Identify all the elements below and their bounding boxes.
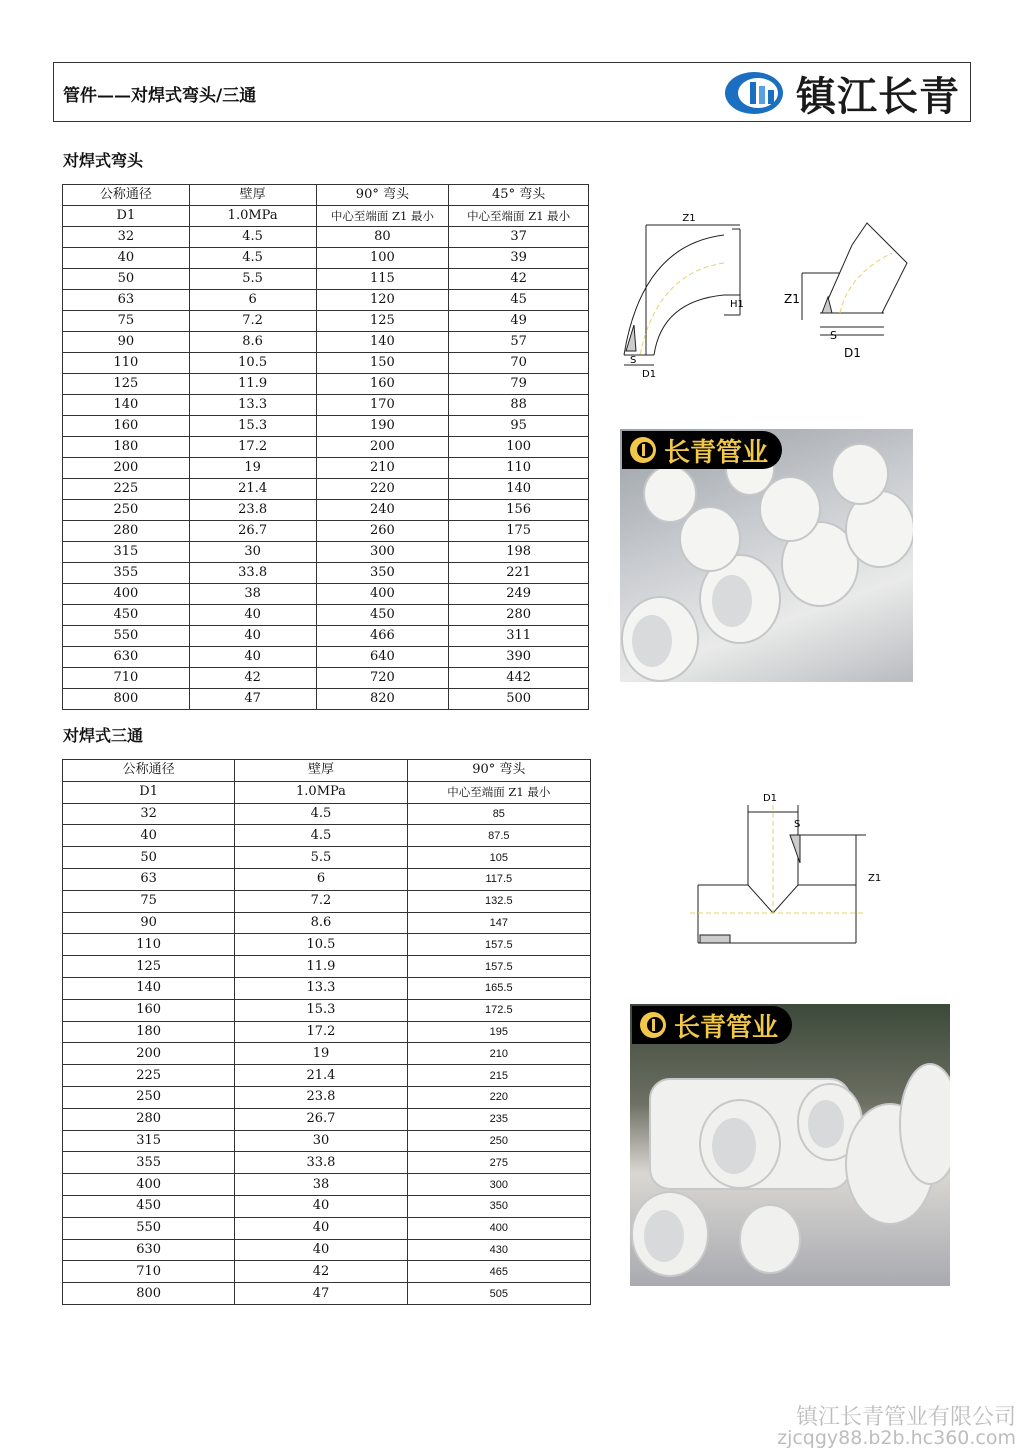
table-cell: 157.5: [407, 934, 590, 956]
table-cell: 400: [407, 1217, 590, 1239]
table-cell: 140: [316, 332, 449, 353]
table-cell: 19: [235, 1043, 407, 1065]
table-cell: 800: [63, 1283, 235, 1305]
table-row: [63, 1239, 591, 1261]
table-row: [63, 332, 589, 353]
elbow-diagram: [612, 205, 922, 385]
table-row: [63, 416, 589, 437]
table-cell: 125: [63, 956, 235, 978]
table-cell: 10.5: [235, 934, 407, 956]
header-d1: D1: [63, 206, 190, 227]
table-cell: 630: [63, 1239, 235, 1261]
table-cell: 210: [316, 458, 449, 479]
table-cell: 38: [235, 1174, 407, 1196]
table-cell: 21.4: [189, 479, 316, 500]
table-cell: 40: [63, 248, 190, 269]
header-90: 90° 弯头: [407, 760, 590, 782]
logo-text: 镇江长青: [796, 73, 960, 120]
table-cell: 165.5: [407, 977, 590, 999]
table-cell: 140: [449, 479, 589, 500]
table-cell: 175: [449, 521, 589, 542]
table-cell: 40: [189, 605, 316, 626]
table-cell: 157.5: [407, 956, 590, 978]
table-row: [63, 563, 589, 584]
table-cell: 125: [63, 374, 190, 395]
table-cell: 23.8: [235, 1086, 407, 1108]
table-row: [63, 479, 589, 500]
table-row: [63, 521, 589, 542]
table-cell: 11.9: [189, 374, 316, 395]
table-row: [63, 1065, 591, 1087]
table-cell: 32: [63, 803, 235, 825]
table-cell: 311: [449, 626, 589, 647]
table-cell: 42: [235, 1261, 407, 1283]
footer-company: 镇江长青管业有限公司: [795, 1405, 1016, 1430]
table-cell: 300: [407, 1174, 590, 1196]
table-cell: 26.7: [235, 1108, 407, 1130]
table-cell: 280: [63, 1108, 235, 1130]
table-cell: 17.2: [189, 437, 316, 458]
table-cell: 200: [316, 437, 449, 458]
table-row: [63, 437, 589, 458]
table-row: [63, 458, 589, 479]
table-row: [63, 1195, 591, 1217]
header-45: 45° 弯头: [449, 185, 589, 206]
badge-logo-icon: [638, 1010, 668, 1040]
table-cell: 23.8: [189, 500, 316, 521]
table-row: [63, 248, 589, 269]
table-row: [63, 689, 589, 710]
table-cell: 63: [63, 868, 235, 890]
table-cell: 4.5: [235, 825, 407, 847]
table-cell: 8.6: [235, 912, 407, 934]
elbow-45-s-label: S: [830, 329, 837, 342]
table-row: [63, 1261, 591, 1283]
table-cell: 215: [407, 1065, 590, 1087]
table-cell: 156: [449, 500, 589, 521]
table-cell: 225: [63, 479, 190, 500]
header-d1: D1: [63, 781, 235, 803]
table-cell: 170: [316, 395, 449, 416]
table-cell: 240: [316, 500, 449, 521]
table-cell: 7.2: [235, 890, 407, 912]
page-title: 管件——对焊式弯头/三通: [63, 86, 257, 106]
table-cell: 640: [316, 647, 449, 668]
table-cell: 200: [63, 1043, 235, 1065]
elbow-45-z1-label: Z1: [784, 292, 800, 306]
table-cell: 80: [316, 227, 449, 248]
table-cell: 147: [407, 912, 590, 934]
table-cell: 88: [449, 395, 589, 416]
table-cell: 4.5: [189, 227, 316, 248]
table-cell: 95: [449, 416, 589, 437]
table-cell: 49: [449, 311, 589, 332]
table-cell: 100: [449, 437, 589, 458]
table-cell: 13.3: [235, 977, 407, 999]
table-cell: 11.9: [235, 956, 407, 978]
tee-z1-label: Z1: [868, 873, 882, 884]
logo-icon: [724, 70, 788, 116]
table-cell: 47: [235, 1283, 407, 1305]
table-cell: 33.8: [189, 563, 316, 584]
table-cell: 19: [189, 458, 316, 479]
table-row: [63, 825, 591, 847]
table-cell: 40: [235, 1239, 407, 1261]
table-cell: 800: [63, 689, 190, 710]
table-cell: 6: [189, 290, 316, 311]
table-cell: 45: [449, 290, 589, 311]
table-cell: 355: [63, 1152, 235, 1174]
tee-photo-illustration: [630, 1004, 950, 1286]
header-nominal: 公称通径: [63, 185, 190, 206]
tee-table: [62, 759, 591, 1305]
table-cell: 8.6: [189, 332, 316, 353]
table-cell: 40: [235, 1217, 407, 1239]
table-row: [63, 605, 589, 626]
company-logo: [724, 69, 960, 120]
table-cell: 500: [449, 689, 589, 710]
elbow-table: [62, 184, 589, 710]
table-cell: 250: [63, 1086, 235, 1108]
header-pressure: 1.0MPa: [235, 781, 407, 803]
table-cell: 30: [235, 1130, 407, 1152]
table-row: [63, 912, 591, 934]
table-cell: 430: [407, 1239, 590, 1261]
table-cell: 466: [316, 626, 449, 647]
table-cell: 4.5: [189, 248, 316, 269]
table-cell: 105: [407, 847, 590, 869]
elbow-90-h1-label: H1: [730, 299, 744, 310]
table-cell: 40: [189, 626, 316, 647]
header-z1: 中心至端面 Z1 最小: [407, 781, 590, 803]
table-cell: 450: [63, 1195, 235, 1217]
elbow-photo-badge: [622, 431, 782, 469]
badge-logo-icon: [628, 435, 658, 465]
table-row: [63, 1217, 591, 1239]
table-cell: 315: [63, 1130, 235, 1152]
table-row: [63, 956, 591, 978]
table-row: [63, 353, 589, 374]
table-cell: 30: [189, 542, 316, 563]
table-cell: 115: [316, 269, 449, 290]
footer-url: zjcqgy88.b2b.hc360.com: [777, 1427, 1016, 1449]
table-row: [63, 977, 591, 999]
table-cell: 42: [189, 668, 316, 689]
elbow-90-s-label: S: [630, 355, 637, 366]
table-cell: 125: [316, 311, 449, 332]
header-wall: 壁厚: [235, 760, 407, 782]
table-cell: 79: [449, 374, 589, 395]
table-cell: 50: [63, 269, 190, 290]
table-cell: 160: [63, 999, 235, 1021]
table-cell: 7.2: [189, 311, 316, 332]
header-z1-45: 中心至端面 Z1 最小: [449, 206, 589, 227]
header-90: 90° 弯头: [316, 185, 449, 206]
table-cell: 350: [316, 563, 449, 584]
tee-section-title: 对焊式三通: [63, 726, 144, 745]
table-subheader-row: [63, 781, 591, 803]
tee-photo: [630, 1004, 950, 1286]
tee-drawing: [690, 805, 866, 943]
table-cell: 160: [63, 416, 190, 437]
table-cell: 200: [63, 458, 190, 479]
table-cell: 550: [63, 626, 190, 647]
elbow-90-z1-label: Z1: [682, 213, 696, 224]
table-cell: 57: [449, 332, 589, 353]
table-cell: 190: [316, 416, 449, 437]
elbow-90-drawing: [624, 225, 740, 365]
table-cell: 5.5: [189, 269, 316, 290]
table-cell: 10.5: [189, 353, 316, 374]
table-row: [63, 542, 589, 563]
page-header: [53, 62, 971, 122]
table-cell: 87.5: [407, 825, 590, 847]
tee-diagram: [690, 785, 900, 950]
header-pressure: 1.0MPa: [189, 206, 316, 227]
table-row: [63, 647, 589, 668]
table-cell: 300: [316, 542, 449, 563]
table-cell: 37: [449, 227, 589, 248]
table-row: [63, 269, 589, 290]
table-cell: 40: [235, 1195, 407, 1217]
table-cell: 315: [63, 542, 190, 563]
table-cell: 132.5: [407, 890, 590, 912]
tee-photo-badge: [632, 1006, 792, 1044]
table-cell: 150: [316, 353, 449, 374]
table-cell: 249: [449, 584, 589, 605]
table-cell: 110: [63, 353, 190, 374]
elbow-45-d1-label: D1: [844, 346, 861, 360]
table-row: [63, 1043, 591, 1065]
table-row: [63, 374, 589, 395]
table-row: [63, 1130, 591, 1152]
table-cell: 172.5: [407, 999, 590, 1021]
tee-s-label: S: [794, 819, 801, 830]
elbow-90-d1-label: D1: [642, 369, 657, 380]
table-header-row: [63, 185, 589, 206]
table-row: [63, 1021, 591, 1043]
table-cell: 250: [407, 1130, 590, 1152]
table-row: [63, 626, 589, 647]
table-cell: 442: [449, 668, 589, 689]
table-row: [63, 395, 589, 416]
table-cell: 550: [63, 1217, 235, 1239]
table-cell: 630: [63, 647, 190, 668]
table-row: [63, 290, 589, 311]
table-row: [63, 1174, 591, 1196]
table-row: [63, 500, 589, 521]
table-row: [63, 227, 589, 248]
table-cell: 6: [235, 868, 407, 890]
table-row: [63, 934, 591, 956]
table-cell: 390: [449, 647, 589, 668]
table-cell: 140: [63, 977, 235, 999]
table-cell: 275: [407, 1152, 590, 1174]
table-row: [63, 668, 589, 689]
header-nominal: 公称通径: [63, 760, 235, 782]
table-cell: 160: [316, 374, 449, 395]
table-cell: 220: [407, 1086, 590, 1108]
table-cell: 820: [316, 689, 449, 710]
table-cell: 38: [189, 584, 316, 605]
table-cell: 42: [449, 269, 589, 290]
elbow-photo: [620, 429, 913, 682]
table-cell: 21.4: [235, 1065, 407, 1087]
table-cell: 350: [407, 1195, 590, 1217]
table-cell: 280: [449, 605, 589, 626]
table-cell: 505: [407, 1283, 590, 1305]
table-row: [63, 1283, 591, 1305]
table-cell: 70: [449, 353, 589, 374]
table-row: [63, 1152, 591, 1174]
table-cell: 400: [316, 584, 449, 605]
table-cell: 465: [407, 1261, 590, 1283]
table-cell: 140: [63, 395, 190, 416]
table-cell: 355: [63, 563, 190, 584]
table-cell: 63: [63, 290, 190, 311]
table-cell: 221: [449, 563, 589, 584]
table-cell: 235: [407, 1108, 590, 1130]
table-cell: 250: [63, 500, 190, 521]
header-wall: 壁厚: [189, 185, 316, 206]
table-cell: 450: [316, 605, 449, 626]
table-row: [63, 311, 589, 332]
table-cell: 100: [316, 248, 449, 269]
table-cell: 110: [449, 458, 589, 479]
table-row: [63, 868, 591, 890]
table-cell: 120: [316, 290, 449, 311]
tee-photo-badge-text: 长青管业: [674, 1012, 779, 1043]
table-row: [63, 1086, 591, 1108]
table-cell: 5.5: [235, 847, 407, 869]
table-cell: 75: [63, 311, 190, 332]
table-cell: 400: [63, 584, 190, 605]
table-cell: 32: [63, 227, 190, 248]
table-cell: 15.3: [235, 999, 407, 1021]
table-cell: 40: [63, 825, 235, 847]
table-row: [63, 803, 591, 825]
table-cell: 450: [63, 605, 190, 626]
table-row: [63, 1108, 591, 1130]
table-cell: 85: [407, 803, 590, 825]
header-z1-90: 中心至端面 Z1 最小: [316, 206, 449, 227]
table-row: [63, 999, 591, 1021]
elbow-section-title: 对焊式弯头: [63, 151, 144, 170]
tee-d1-label: D1: [762, 793, 778, 804]
table-cell: 17.2: [235, 1021, 407, 1043]
table-cell: 400: [63, 1174, 235, 1196]
table-header-row: [63, 760, 591, 782]
table-cell: 710: [63, 1261, 235, 1283]
table-cell: 15.3: [189, 416, 316, 437]
table-cell: 220: [316, 479, 449, 500]
table-cell: 90: [63, 912, 235, 934]
table-cell: 225: [63, 1065, 235, 1087]
table-cell: 210: [407, 1043, 590, 1065]
table-cell: 720: [316, 668, 449, 689]
table-cell: 110: [63, 934, 235, 956]
table-cell: 39: [449, 248, 589, 269]
table-cell: 180: [63, 437, 190, 458]
table-cell: 75: [63, 890, 235, 912]
table-row: [63, 584, 589, 605]
table-row: [63, 847, 591, 869]
table-cell: 117.5: [407, 868, 590, 890]
table-cell: 26.7: [189, 521, 316, 542]
table-cell: 198: [449, 542, 589, 563]
table-cell: 180: [63, 1021, 235, 1043]
table-cell: 260: [316, 521, 449, 542]
table-cell: 50: [63, 847, 235, 869]
table-cell: 33.8: [235, 1152, 407, 1174]
table-cell: 280: [63, 521, 190, 542]
table-cell: 13.3: [189, 395, 316, 416]
table-subheader-row: [63, 206, 589, 227]
table-cell: 90: [63, 332, 190, 353]
table-cell: 47: [189, 689, 316, 710]
table-cell: 40: [189, 647, 316, 668]
table-row: [63, 890, 591, 912]
elbow-photo-badge-text: 长青管业: [664, 437, 769, 468]
table-cell: 4.5: [235, 803, 407, 825]
table-cell: 195: [407, 1021, 590, 1043]
table-cell: 710: [63, 668, 190, 689]
elbow-45-drawing: [802, 223, 907, 335]
